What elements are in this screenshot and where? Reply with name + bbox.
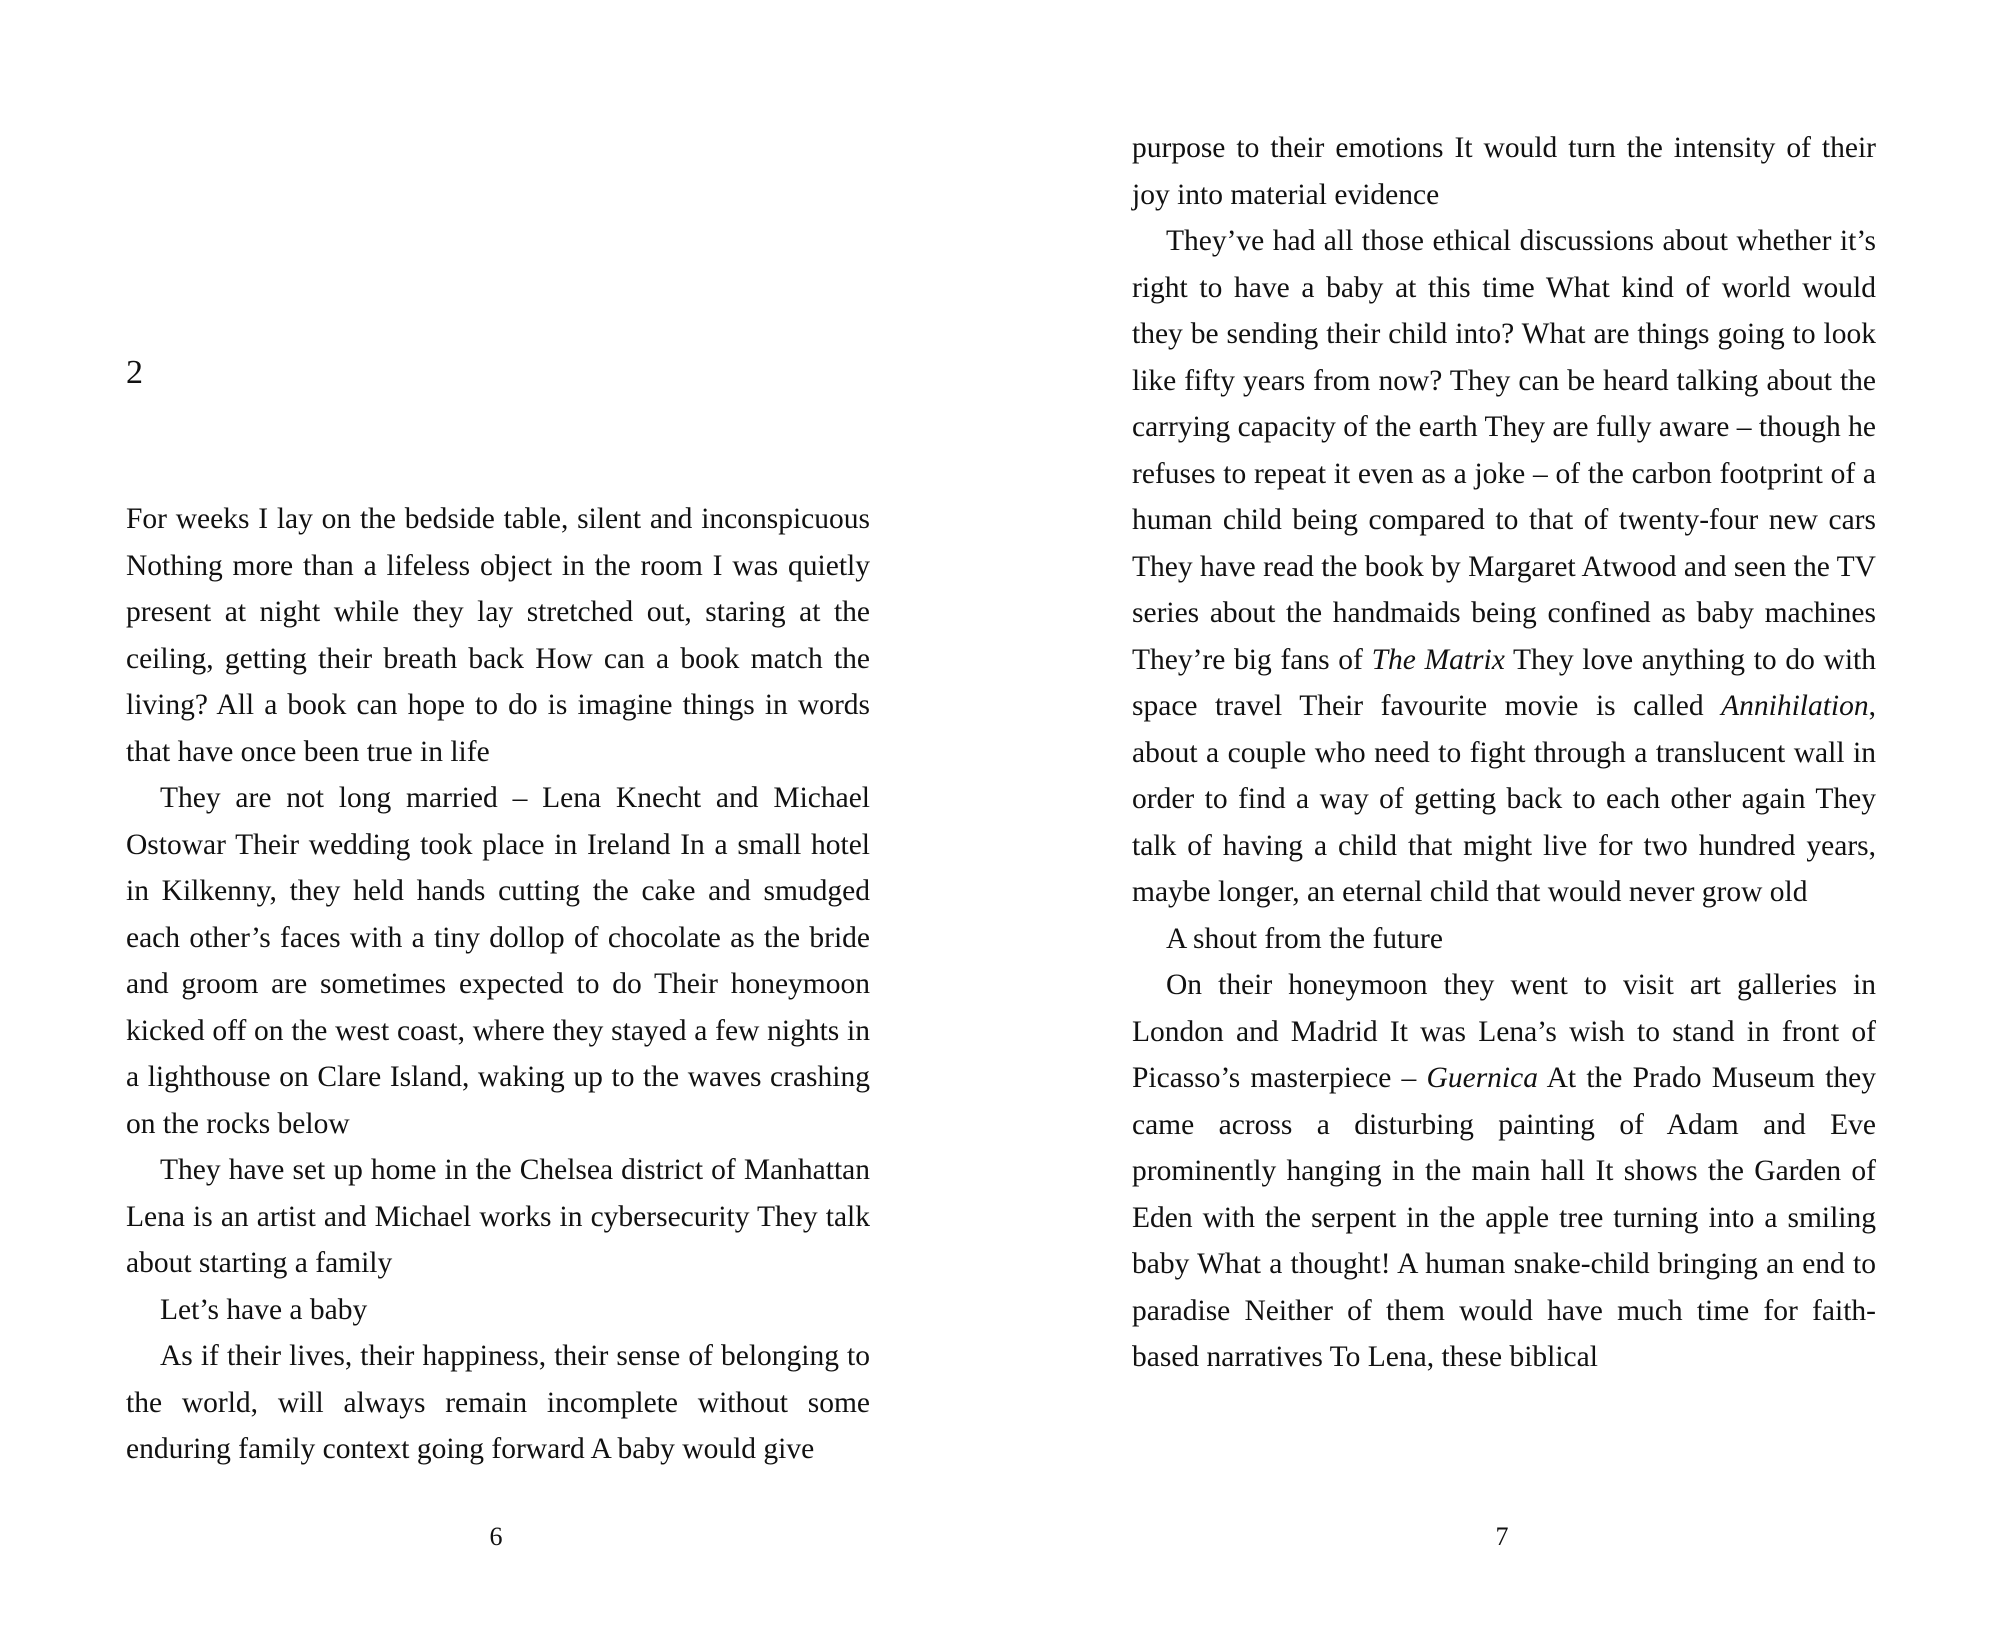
paragraph: They have set up home in the Chelsea district of Manhattan Lena is an artist and Michael works in cybersecurity They talk about starting a family <box>126 1154 870 1279</box>
paragraph: Let’s have a baby <box>160 1293 368 1326</box>
italic-title: Guernica <box>1426 1062 1538 1094</box>
paragraph: For weeks I lay on the bedside table, silent and inconspicuous Nothing more than a lifeless object in the room I was quietly present at night while they lay stretched out, staring at the ceiling, getting their breath back How can a book match the living? All a book can hope to do is imagine things in words that have once been true in life <box>126 503 870 768</box>
page-number: 6 <box>489 1522 503 1551</box>
paragraph: A shout from the future <box>1166 922 1443 955</box>
text-run: At the Prado Museum they came across a disturbing painting of Adam and Eve prominently hanging in the main hall It shows the Garden of Eden with the serpent in the apple tree turning into a smiling baby What a thought! A human snake-child bringing an end to paradise Neither of them would have much time for faith-based narratives To Lena, these biblical <box>1132 1062 1876 1373</box>
italic-title: Annihilation <box>1721 690 1869 722</box>
text-run: On their honeymoon they went to visit art galleries in London and Madrid It was Lena’s wish to stand in front of Picasso’s masterpiece – <box>1132 969 1876 1094</box>
paragraph: They are not long married – Lena Knecht and Michael Ostowar Their wedding took place in Ireland In a small hotel in Kilkenny, they held hands cutting the cake and smudged each other’s faces with a tiny dollop of chocolate as the bride and groom are sometimes expected to do Their honeymoon kicked off on the west coast, where they stayed a few nights in a lighthouse on Clare Island, waking up to the waves crashing on the rocks below <box>126 782 870 1140</box>
right-page-body <box>1132 125 1876 1381</box>
paragraph <box>1132 962 1876 1381</box>
paragraph: purpose to their emotions It would turn the intensity of their joy into material evidence <box>1132 132 1876 211</box>
text-run: , about a couple who need to fight through a translucent wall in order to find a way of getting back to each other again They talk of having a child that might live for two hundred years, maybe longer, an eternal child that would never grow old <box>1132 690 1876 908</box>
chapter-number: 2 <box>126 354 143 391</box>
page-number: 7 <box>1495 1522 1509 1551</box>
right-page <box>1000 0 2000 1644</box>
paragraph: As if their lives, their happiness, their sense of belonging to the world, will always remain incomplete without some enduring family context going forward A baby would give <box>126 1340 870 1465</box>
text-run: They love anything to do with space travel Their favourite movie is called <box>1132 643 1876 722</box>
text-run: They’ve had all those ethical discussions about whether it’s right to have a baby at this time What kind of world would they be sending their child into? What are things going to look like fifty years from now? They can be heard talking about the carrying capacity of the earth They are fully aware – though he refuses to repeat it even as a joke – of the carbon footprint of a human child being compared to that of twenty-four new cars They have read the book by Margaret Atwood and seen the TV series about the handmaids being confined as baby machines They’re big fans of <box>1132 225 1876 676</box>
italic-title: The Matrix <box>1371 643 1505 676</box>
paragraph <box>1132 218 1876 916</box>
left-page-body <box>126 496 870 1473</box>
